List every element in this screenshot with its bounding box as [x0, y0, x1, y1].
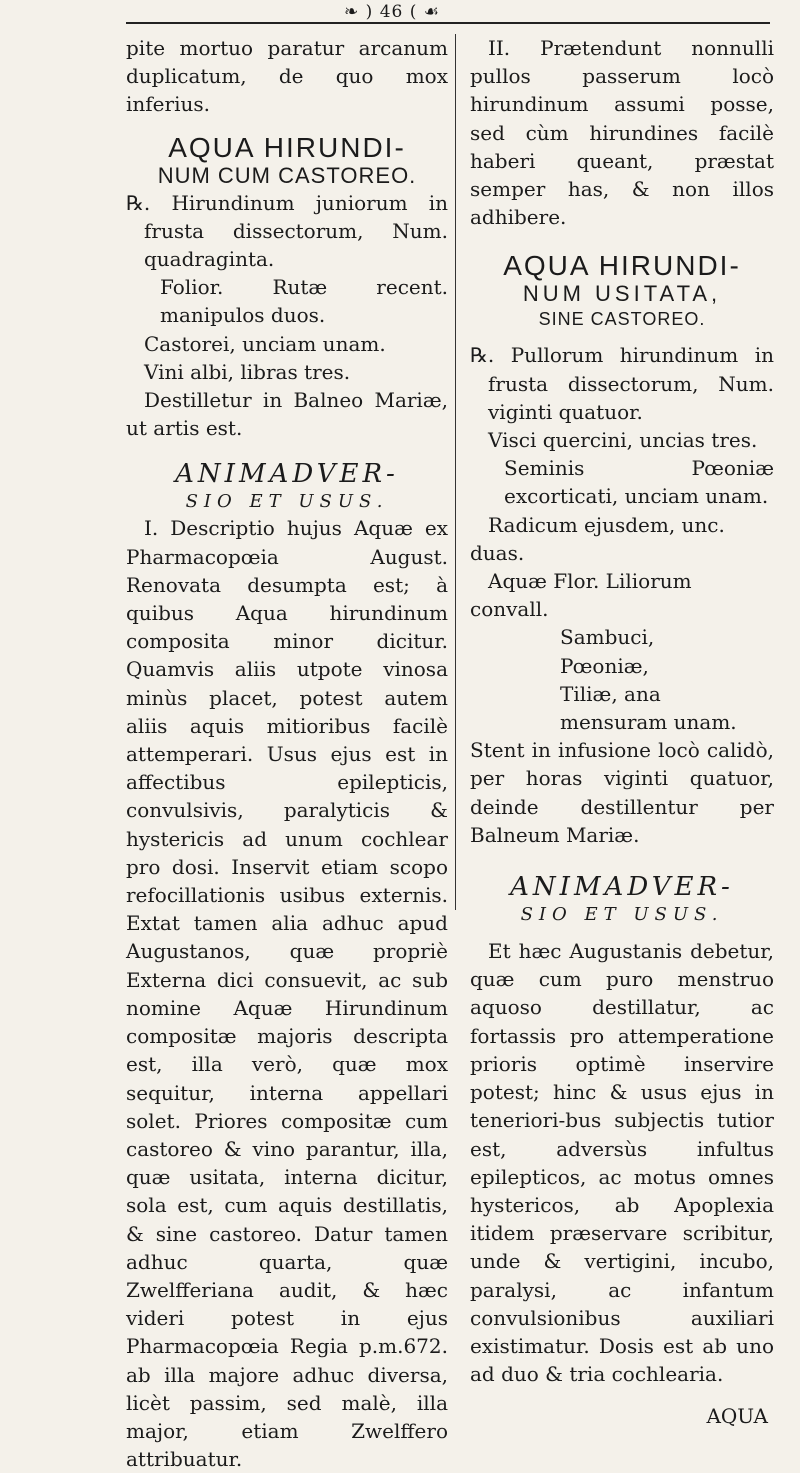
right-recipe-item: Visci quercini, uncias tres. — [488, 428, 758, 453]
left-section-heading-line2: SIO ET USUS. — [185, 491, 389, 513]
right-section-heading-line2: SIO ET USUS. — [520, 904, 724, 926]
left-column — [126, 34, 448, 1473]
left-title-line1: AQUA HIRUNDI- — [168, 131, 406, 163]
right-recipe-item: ℞. Pullorum hirundinum in frusta dissectorum, Num. viginti quatuor. — [470, 343, 774, 424]
left-recipe-item: ℞. Hirundinum juniorum in frusta dissectorum, Num. quadraginta. — [126, 190, 448, 272]
column-divider — [455, 34, 456, 910]
right-opening-text: II. Prætendunt nonnulli pullos passerum locò hirundinum assumi posse, sed cùm hirundines facilè haberi queant, præstat semper has, & non illos adhibere. — [470, 36, 774, 230]
right-section-heading-line1: ANIMADVER- — [510, 872, 734, 903]
left-title-line2: NUM CUM CASTOREO. — [157, 162, 417, 188]
left-recipe-item: Castorei, unciam unam. — [144, 331, 386, 356]
right-recipe-item: Aquæ Flor. Liliorum convall. — [470, 569, 692, 622]
left-body-text: I. Descriptio hujus Aquæ ex Pharmacopœia August. Renovata desumpta est; à quibus Aqua hirundinum composita minor dicitur. Quamvis aliis utpote vinosa minùs placet, potest autem aliis aquis mitioribus facilè attemperari. Usus ejus est in affectibus epilepticis, convulsivis, paralyticis & hystericis ad unum cochlear pro dosi. Inservit etiam scopo refocillationis usibus externis. Extat tamen alia adhuc apud Augustanos, quæ propriè Externa dici consuevit, ac sub nomine Aquæ Hirundinum compositæ majoris descripta est, illa verò, quæ mox sequitur, interna appellari solet. Priores compositæ cum castoreo & vino parantur, illa, quæ usitata, interna dicitur, sola est, cum aquis destillatis, & sine castoreo. Datur tamen adhuc quarta, quæ Zwelfferiana audit, & hæc videri potest in ejus Pharmacopœia Regia p.m.672. ab illa majore adhuc diversa, licèt passim, sed malè, illa major, etiam Zwelffero attribuatur. — [126, 516, 448, 1472]
left-recipe-item: Vini albi, libras tres. — [144, 359, 351, 384]
right-column — [470, 34, 774, 1431]
right-recipe-item: Pœoniæ, — [560, 653, 649, 678]
catchword: AQUA — [706, 1404, 768, 1429]
header-rule — [126, 22, 770, 24]
ornament-right-icon: ☙ — [423, 2, 441, 22]
page-number: ❧ ) 46 ( ☙ — [338, 2, 580, 22]
left-recipe-item: Destilletur in Balneo Mariæ, ut artis est. — [126, 388, 448, 441]
right-title-line3: SINE CASTOREO. — [538, 309, 706, 330]
right-title-line1: AQUA HIRUNDI- — [503, 250, 741, 282]
right-title-line2: NUM USITATA, — [522, 281, 722, 307]
right-recipe-item: Sambuci, — [560, 625, 655, 650]
left-recipe-item: Folior. Rutæ recent. manipulos duos. — [160, 275, 448, 328]
right-instruction-text: Stent in infusione locò calidò, per horas viginti quatuor, deinde destillentur per Balneum Mariæ. — [470, 738, 774, 847]
right-recipe-item: Radicum ejusdem, unc. duas. — [470, 512, 725, 565]
right-recipe-item: Tiliæ, ana mensuram unam. — [560, 681, 737, 735]
ornament-left-icon: ❧ — [344, 2, 360, 22]
left-section-heading-line1: ANIMADVER- — [175, 459, 399, 490]
left-opening-text: pite mortuo paratur arcanum duplicatum, de quo mox inferius. — [126, 36, 448, 117]
right-body-text: Et hæc Augustanis debetur, quæ cum puro menstruo aquoso destillatur, ac fortassis pro attemperatione prioris optimè inservire potest; hinc & usus ejus in teneriori-bus subjectis tutior est, adversùs infultus epilepticos, ac motus omnes hystericos, ab Apoplexia itidem præservare scribitur, unde & vertigini, incubo, paralysi, ac infantum convulsionibus auxiliari existimatur. Dosis est ab uno ad duo & tria cochlearia. — [470, 939, 774, 1387]
right-recipe-item: Seminis Pœoniæ excorticati, unciam unam. — [504, 456, 774, 509]
